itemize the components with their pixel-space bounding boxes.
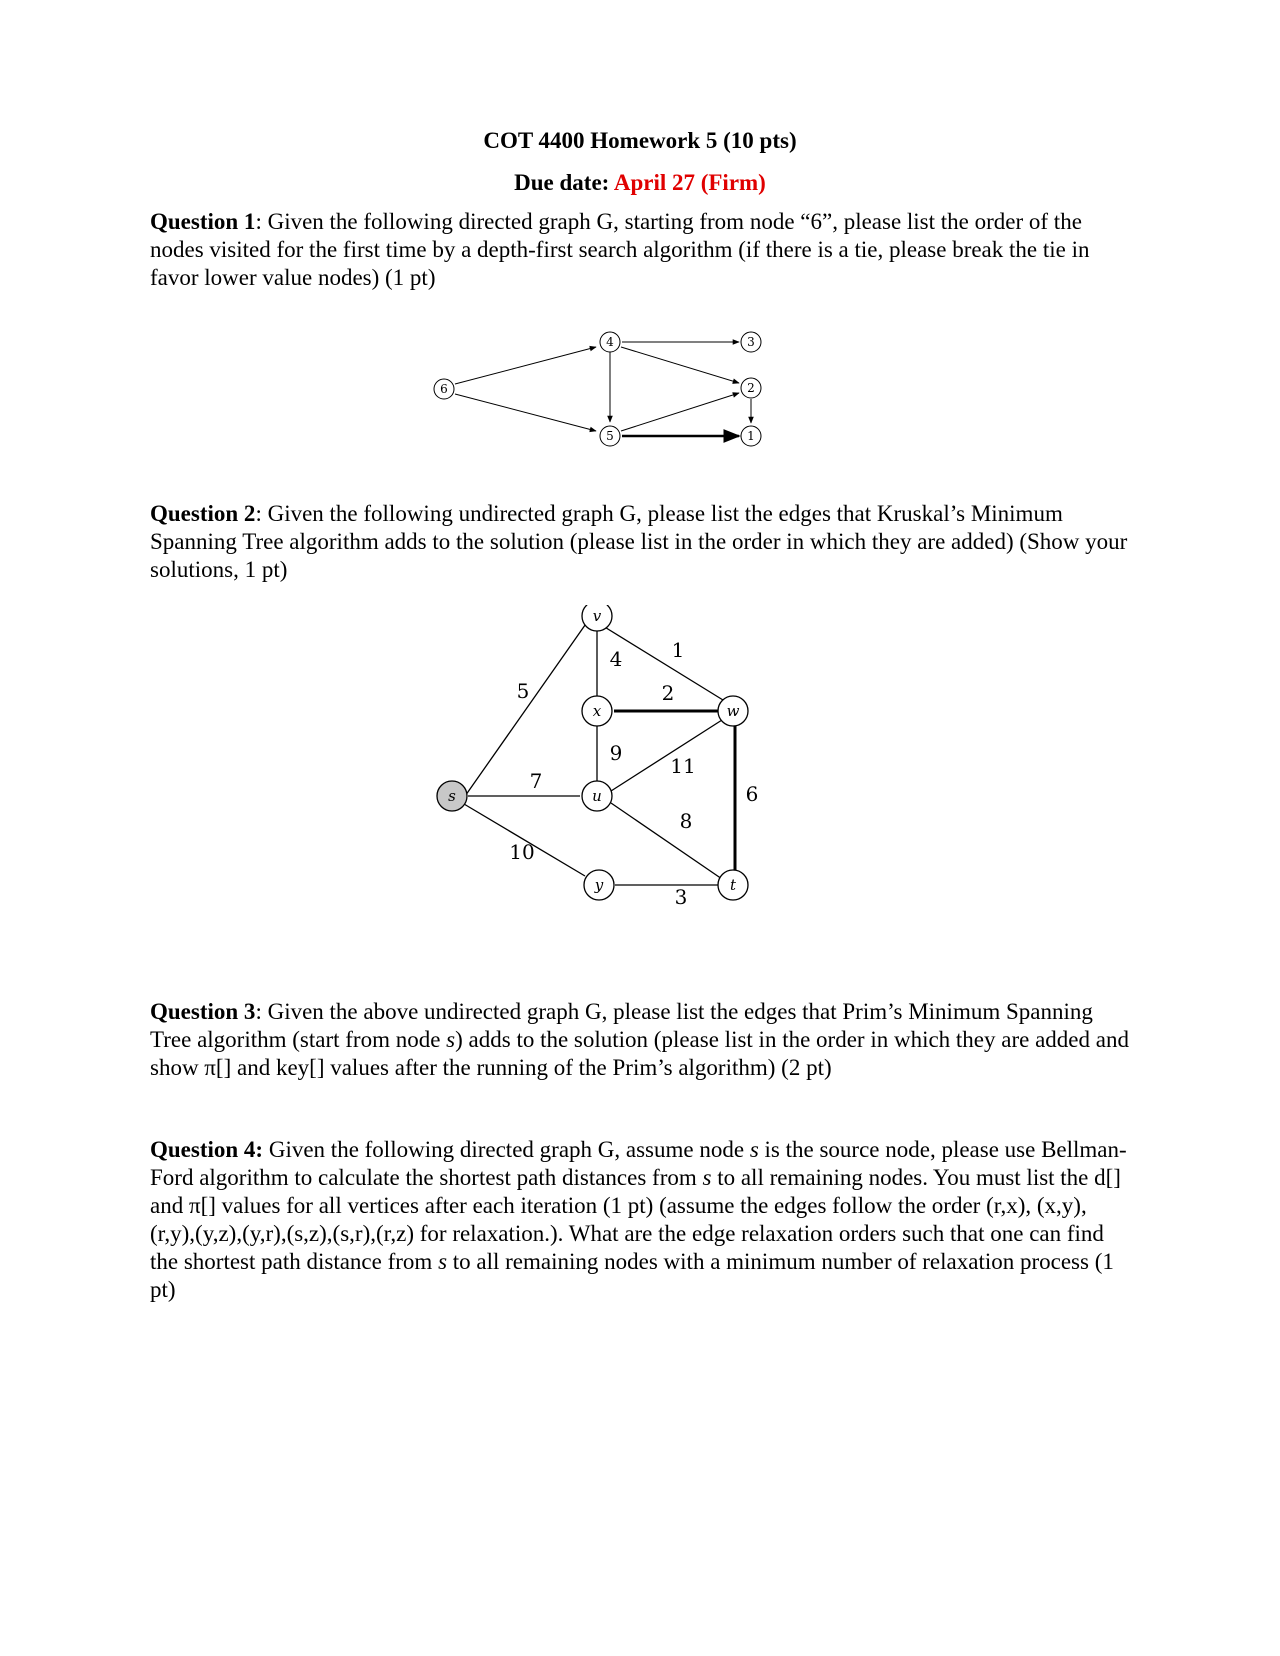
edge-u-w: [611, 720, 722, 791]
node-v-label: v: [592, 607, 602, 625]
question-4-node-1: s: [749, 1137, 759, 1162]
undirected-graph-q2: [430, 605, 780, 945]
node-5-label: 5: [606, 429, 614, 443]
question-3-label: Question 3: [150, 999, 256, 1024]
node-t-label: t: [729, 876, 737, 894]
weight-v-x: 4: [609, 647, 623, 671]
due-date-line: [0, 170, 1280, 196]
question-1-label: Question 1: [150, 209, 256, 234]
weight-v-w: 1: [671, 638, 685, 662]
question-2-label: Question 2: [150, 501, 256, 526]
question-4-label: Question 4:: [150, 1137, 264, 1162]
edge-6-5: [455, 394, 596, 431]
question-4-text-b: is the source node, please use Bellman-Ford algorithm to calculate the shortest path distances from: [150, 1137, 1127, 1190]
weight-s-v: 5: [516, 679, 530, 703]
node-u-label: u: [592, 787, 602, 805]
weight-u-t: 8: [679, 809, 693, 833]
weight-x-w: 2: [661, 681, 675, 705]
node-6-label: 6: [440, 382, 448, 396]
question-1: [150, 208, 1135, 292]
node-2-label: 2: [747, 381, 755, 395]
weight-s-y: 10: [509, 840, 535, 864]
weight-y-t: 3: [674, 885, 688, 909]
node-3-label: 3: [747, 335, 755, 349]
question-2-text: : Given the following undirected graph G, please list the edges that Kruskal’s Minimum Spanning Tree algorithm adds to the solution (please list in the order in which they are added) (Show your solutions, 1 pt): [150, 501, 1128, 582]
node-x-label: x: [592, 702, 602, 720]
question-4-node-2: s: [702, 1165, 712, 1190]
node-y-label: y: [594, 876, 604, 894]
question-3-node: s: [446, 1027, 456, 1052]
question-3-text-b: ) adds to the solution (please list in the order in which they are added and show π[] and key[] values after the running of the Prim’s algorithm) (2 pt): [150, 1027, 1129, 1080]
question-4-text-a: Given the following directed graph G, assume node: [263, 1137, 750, 1162]
question-3: [150, 998, 1135, 1082]
weight-u-w: 11: [670, 754, 696, 778]
weight-x-u: 9: [609, 741, 623, 765]
weight-w-t: 6: [745, 782, 759, 806]
page-title: COT 4400 Homework 5 (10 pts): [483, 128, 797, 153]
due-date-value: April 27 (Firm): [613, 170, 766, 195]
edge-4-2: [621, 347, 739, 383]
question-4: [150, 1136, 1135, 1304]
question-3-text-a: : Given the above undirected graph G, please list the edges that Prim’s Minimum Spanning Tree algorithm (start from node: [150, 999, 1093, 1052]
question-4-text-d: to all remaining nodes with a minimum number of relaxation process (1 pt): [150, 1249, 1114, 1302]
question-4-node-3: s: [438, 1249, 448, 1274]
question-1-text: : Given the following directed graph G, starting from node “6”, please list the order of the nodes visited for the first time by a depth-first search algorithm (if there is a tie, please break the tie in favor lower value nodes) (1 pt): [150, 209, 1090, 290]
node-s-label: s: [448, 787, 456, 805]
question-2: [150, 500, 1135, 584]
directed-graph-q1: [430, 330, 780, 465]
question-4-text-c: to all remaining nodes. You must list the d[] and π[] values for all vertices after each iteration (1 pt) (assume the edges follow the order (r,x), (x,y), (r,y),(y,z),(y,r),(s,z),(s,r),(r,z) for relaxation.). What are the edge relaxation orders such that one can find the shortest path distance from: [150, 1165, 1121, 1274]
edge-6-4: [455, 347, 596, 384]
edge-5-2: [621, 393, 739, 431]
due-date-label: Due date:: [514, 170, 610, 195]
node-4-label: 4: [606, 335, 614, 349]
weight-s-u: 7: [529, 769, 543, 793]
node-w-label: w: [726, 702, 740, 720]
node-1-label: 1: [747, 429, 755, 443]
edge-s-v: [463, 618, 590, 799]
edge-u-t: [611, 803, 722, 879]
